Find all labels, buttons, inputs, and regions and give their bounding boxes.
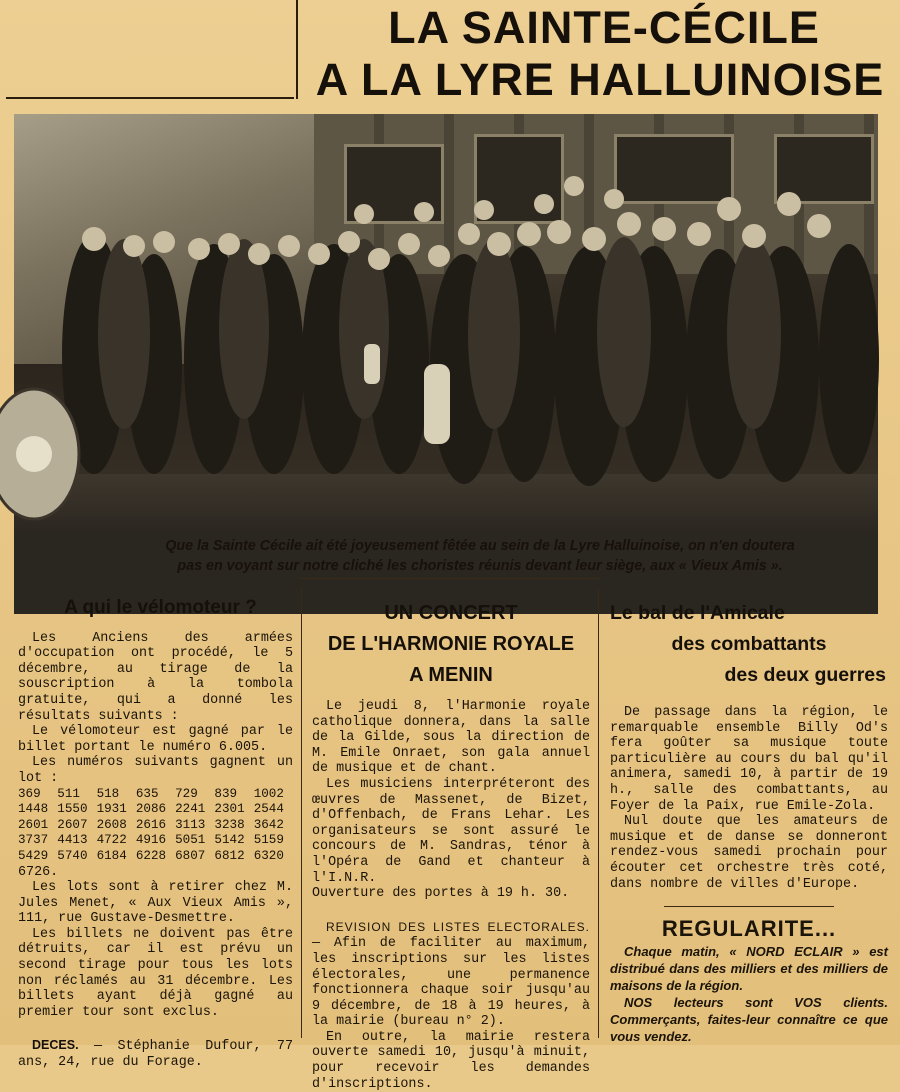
article-bal: [610, 598, 888, 1045]
column-separator: [301, 588, 302, 1038]
revision-notice: [312, 920, 590, 1092]
article-paragraph: En outre, la mairie restera ouverte samedi 10, jusqu'à minuit, pour recevoir les demandes d'inscriptions.: [312, 1029, 590, 1092]
lot-number: 2608: [96, 817, 127, 832]
table-row: [18, 787, 293, 803]
headline-line-2: A LA LYRE HALLUINOISE: [315, 54, 885, 105]
lot-number: 3642: [253, 817, 284, 832]
lot-number: 2616: [135, 817, 167, 832]
table-row: [18, 849, 293, 865]
lot-number: 5429: [18, 848, 49, 863]
top-left-rule: [6, 97, 294, 99]
photo-crowd: [14, 114, 878, 529]
lot-number: 2301: [214, 802, 245, 817]
article-paragraph: Le vélomoteur est gagné par le billet portant le numéro 6.005.: [18, 724, 293, 755]
lot-number: 2544: [253, 802, 284, 817]
ad-paragraph: Chaque matin, « NORD ECLAIR » est distribué dans des milliers et des milliers de maisons de la région.: [610, 943, 888, 993]
lot-number: 6812: [214, 848, 245, 863]
lot-number: 6184: [96, 848, 127, 863]
lot-number: 511: [57, 786, 80, 801]
lot-number: 6807: [175, 848, 206, 863]
article-title: [312, 598, 590, 691]
article-paragraph: Le jeudi 8, l'Harmonie royale catholique donnera, dans la salle de la Gilde, sous la direction de M. Emile Onraet, son gala annuel de musique et de chant.: [312, 699, 590, 777]
lot-number: 5159: [253, 833, 284, 848]
lots-table: [18, 787, 293, 865]
article-paragraph: Les numéros suivants gagnent un lot :: [18, 755, 293, 786]
title-line: DE L'HARMONIE ROYALE: [327, 633, 575, 655]
lot-number: 2241: [175, 802, 206, 817]
article-paragraph: Les musiciens interpréteront des œuvres de Massenet, de Bizet, d'Offenbach, de Frans Lehar. Les organisateurs se sont assuré le concours de M. Sandras, ténor à l'Opéra de Gand et chanteur à l'I.N.R.: [312, 776, 590, 886]
lot-number: 5740: [57, 848, 88, 863]
table-row: [18, 802, 293, 818]
title-line: UN CONCERT: [384, 602, 518, 624]
lot-number: 1931: [96, 802, 127, 817]
deces-label: DECES.: [32, 1038, 79, 1053]
article-body: [610, 705, 888, 892]
lots-tail: 6726.: [18, 864, 59, 880]
title-line: des combattants: [671, 633, 827, 655]
lot-number: 2601: [18, 817, 49, 832]
lot-number: 6228: [135, 848, 167, 863]
lot-number: 1448: [18, 802, 49, 817]
article-paragraph: De passage dans la région, le remarquable ensemble Billy Od's fera goûter sa musique toute particulière au cours du bal qu'il animera, samedi 10, à partir de 19 h., salle des combattants, au Foyer de la Paix, rue Emile-Zola.: [610, 705, 888, 814]
caption-line-1: Que la Sainte Cécile ait été joyeusement fêtée au sein de la Lyre Halluinoise, on n'en doutera: [165, 538, 795, 554]
title-line: A MENIN: [409, 664, 493, 686]
table-row: [18, 818, 293, 834]
lot-number: 729: [175, 786, 198, 801]
ad-title: REGULARITE...: [661, 916, 837, 942]
article-paragraph: Ouverture des portes à 19 h. 30.: [312, 886, 570, 902]
ad-rule: [664, 906, 834, 907]
title-line: Le bal de l'Amicale: [610, 602, 785, 624]
lot-number: 369: [18, 786, 41, 801]
ad-paragraph: NOS lecteurs sont VOS clients. Commerçants, faites-leur connaître ce que vous vendez.: [610, 994, 888, 1044]
lot-number: 4413: [57, 833, 88, 848]
lot-number: 1002: [253, 786, 284, 801]
lot-number: 4722: [96, 833, 127, 848]
article-paragraph: Les lots sont à retirer chez M. Jules Menet, « Aux Vieux Amis », 111, rue Gustave-Desmettre.: [18, 880, 293, 927]
lot-number: 3238: [214, 817, 245, 832]
article-paragraph: Les Anciens des armées d'occupation ont procédé, le 5 décembre, au tirage de la souscription à la tombola gratuite, qui a donné les résultats suivants :: [18, 630, 293, 724]
lot-number: 6320: [253, 848, 284, 863]
lot-number: 1550: [57, 802, 88, 817]
lot-number: 4916: [135, 833, 167, 848]
article-paragraph: Les billets ne doivent pas être détruits, car il est prévu un second tirage pour tous les lots non réclamés au 31 décembre. Les billets ayant déjà gagné au premier tour sont exclus.: [18, 926, 293, 1020]
lot-number: 518: [96, 786, 120, 801]
article-velomoteur: [18, 597, 293, 1071]
top-vertical-rule: [296, 0, 298, 99]
lot-number: 839: [214, 786, 238, 801]
title-line: des deux guerres: [724, 664, 886, 686]
revision-label: REVISION DES LISTES ELECTORALES.: [326, 919, 590, 934]
photo-caption: [70, 536, 890, 576]
caption-line-2: pas en voyant sur notre cliché les choristes réunis devant leur siège, aux « Vieux Amis ».: [177, 558, 783, 574]
deces-notice: [18, 1038, 293, 1070]
headline: [300, 2, 900, 106]
table-row: [18, 833, 293, 849]
deces-text: — Stéphanie Dufour, 77 ans, 24, rue du Forage.: [18, 1039, 293, 1071]
lot-number: 2086: [135, 802, 167, 817]
group-photo: [14, 114, 878, 529]
article-title: A qui le vélomoteur ?: [64, 597, 257, 618]
headline-line-1: LA SAINTE-CÉCILE: [388, 2, 820, 53]
article-concert: [312, 598, 590, 1092]
lot-number: 5142: [214, 833, 245, 848]
revision-text: — Afin de faciliter au maximum, les inscriptions sur les listes électorales, une permanence fonctionnera chaque soir jusqu'au 9 décembre, de 18 à 19 heures, à la mairie (bureau n° 2).: [312, 936, 590, 1030]
lot-number: 2607: [57, 817, 88, 832]
lot-number: 3737: [18, 833, 49, 848]
ad-regularite: [610, 916, 888, 1045]
lot-number: 5051: [175, 833, 206, 848]
lot-number: 3113: [175, 817, 206, 832]
caption-rule: [300, 578, 600, 579]
lot-number: 635: [135, 786, 159, 801]
article-paragraph: Nul doute que les amateurs de musique et de danse se donneront rendez-vous samedi prochain pour écouter cet orchestre très coté, dans nombre de villes d'Europe.: [610, 814, 888, 892]
column-separator: [598, 588, 599, 1038]
article-paragraph: [312, 920, 590, 1030]
